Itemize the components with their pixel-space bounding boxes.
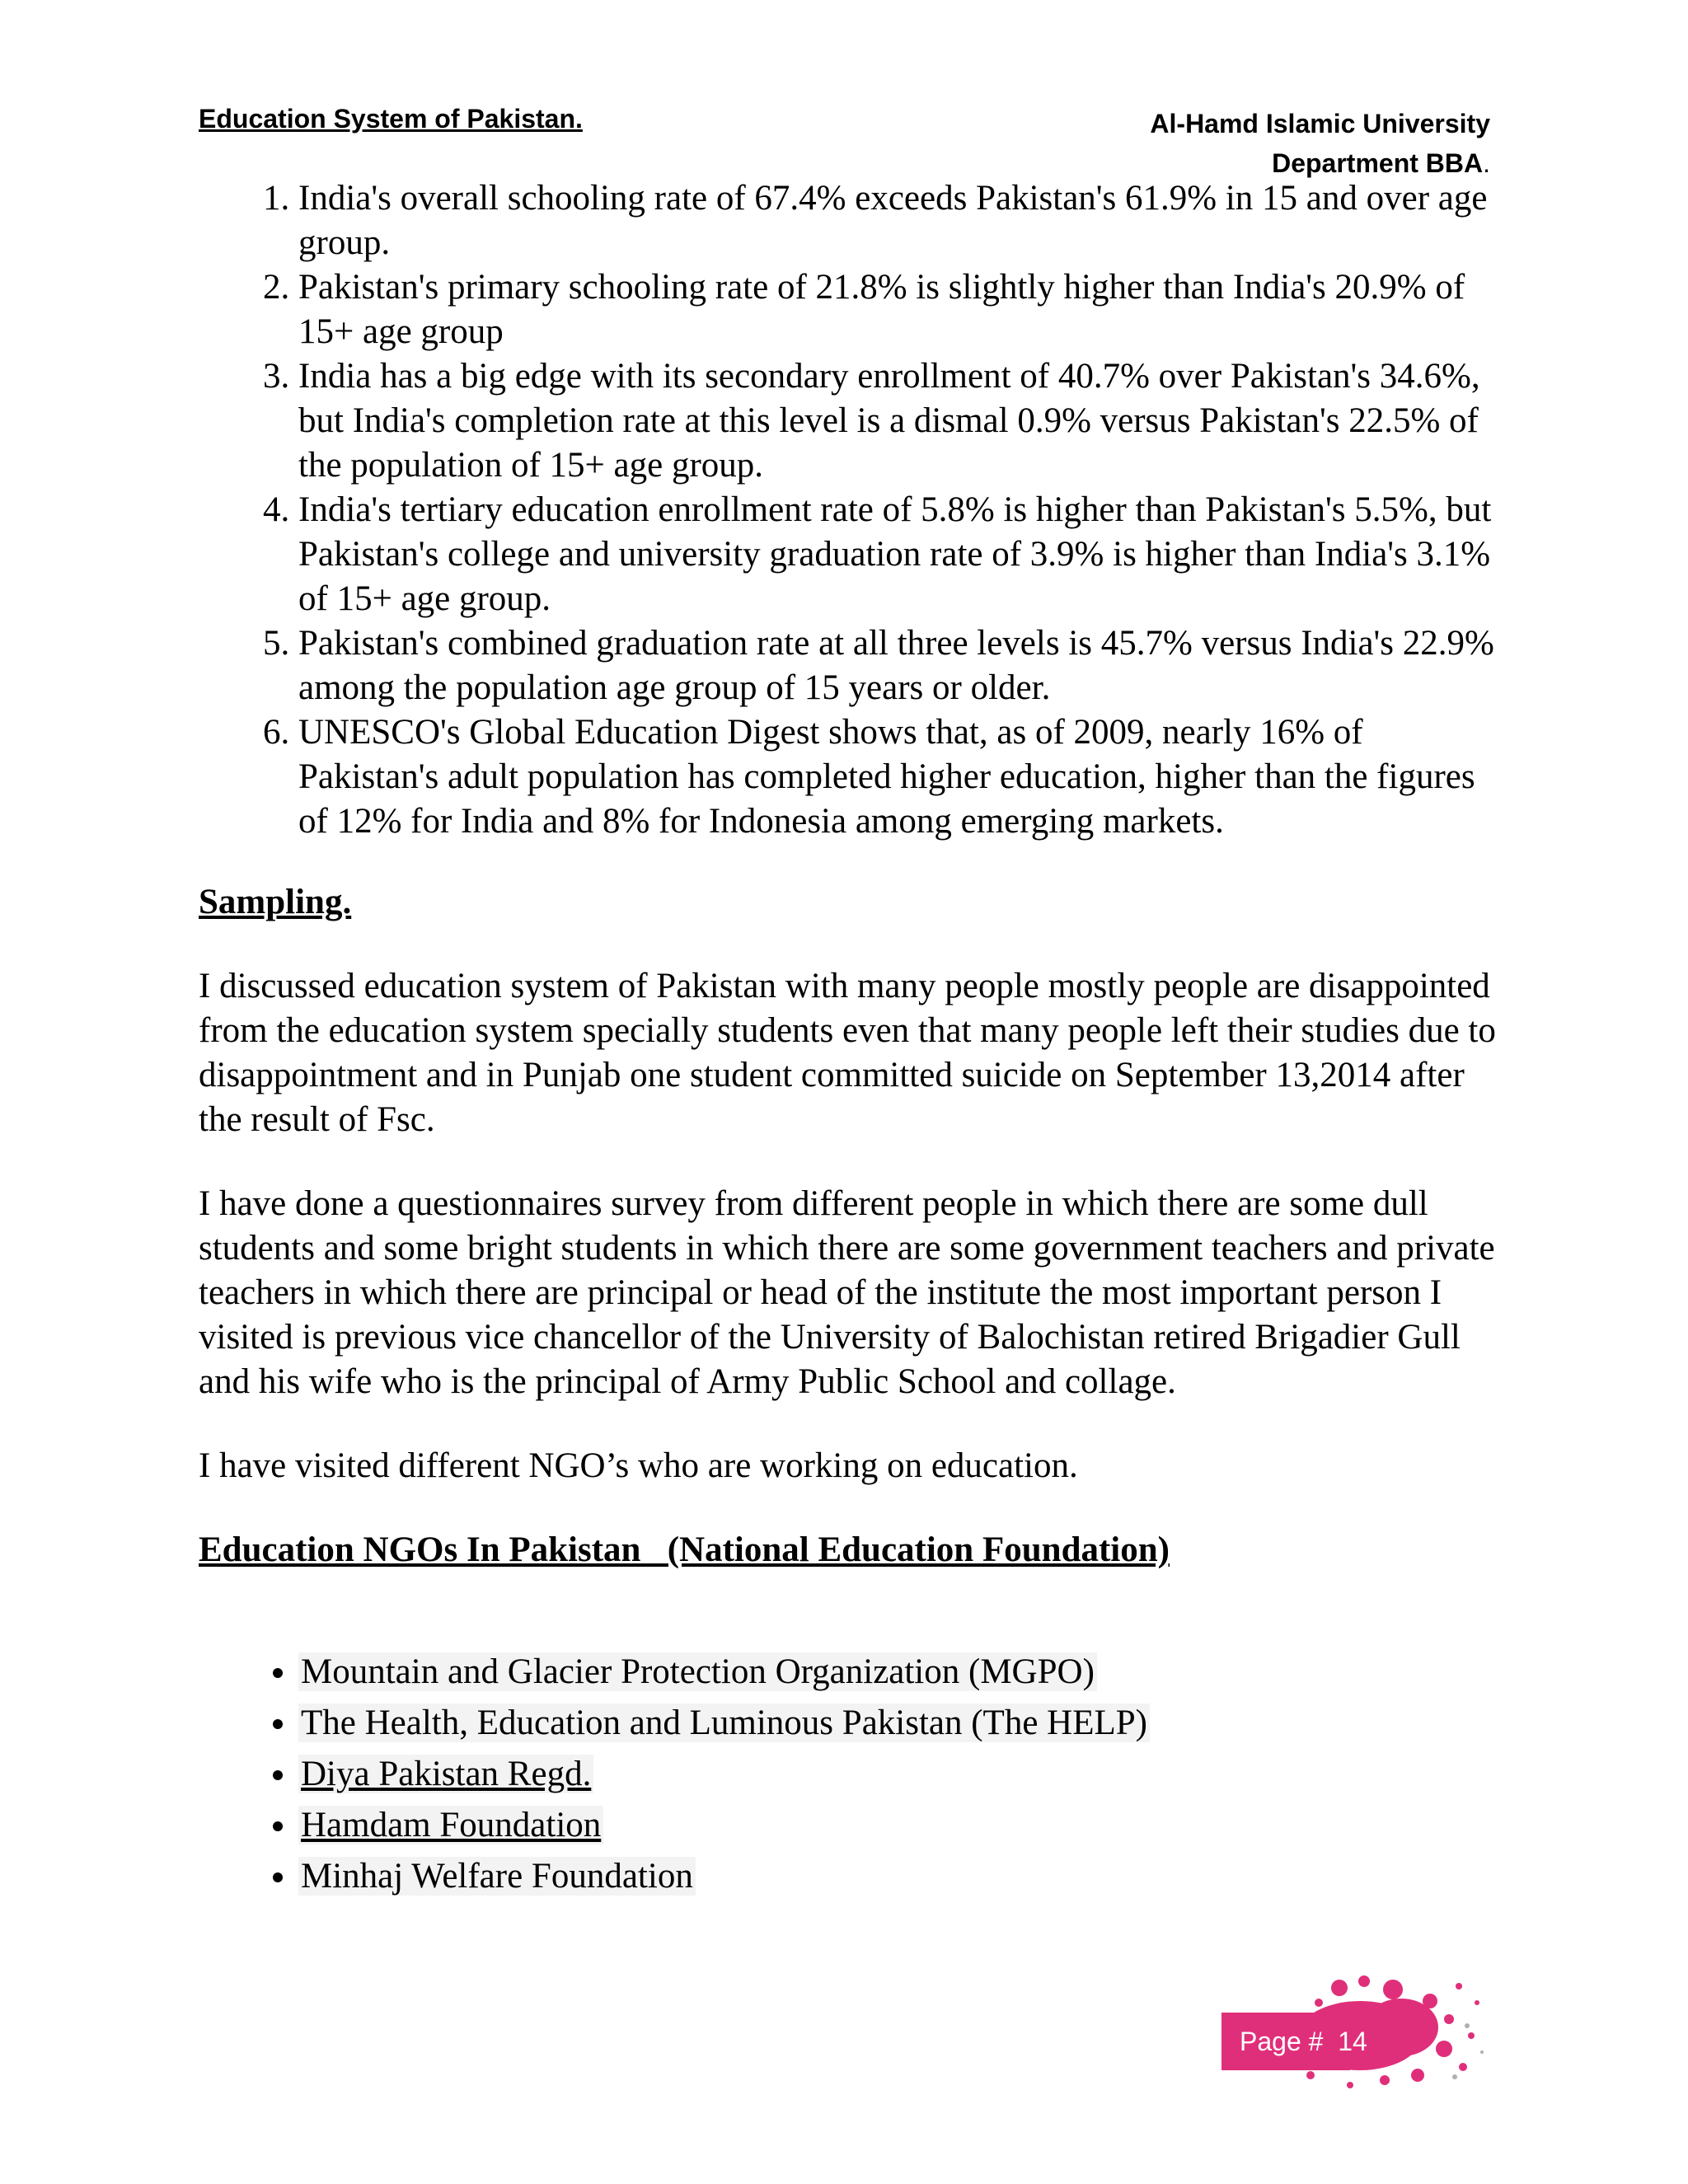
ngo-list-item[interactable] [298,1749,1501,1800]
statistics-item: 6. UNESCO's Global Education Digest shows that, as of 2009, nearly 16% of Pakistan's adult population has completed higher education, higher than the figures of 12% for India and 8% for Indonesia among emerging markets. [298,710,1501,844]
page-body [199,176,1501,1902]
ngo-name: The Health, Education and Luminous Pakistan (The HELP) [298,1704,1150,1742]
ngo-name: Mountain and Glacier Protection Organization (MGPO) [298,1652,1097,1691]
ngo-list [199,1647,1501,1902]
header-department: Department BBA [1272,148,1484,178]
ngo-list-item[interactable] [298,1800,1501,1851]
sampling-paragraph: I have visited different NGO’s who are working on education. [199,1446,1078,1485]
ngo-list-item [298,1698,1501,1749]
statistics-list [199,176,1501,844]
sampling-paragraph: I have done a questionnaires survey from different people in which there are some dull students and some bright students in which there are some government teachers and private teachers in which there are principal or head of the institute the most important person I visited is previous vice chancellor of the University of Balochistan retired Brigadier Gull and his wife who is the principal of Army Public School and collage. [199,1184,1495,1401]
sampling-heading: Sampling. [199,883,352,921]
header-university-name: Al-Hamd Islamic University [1150,109,1490,138]
page-number-badge: Page # 14 [1221,2013,1350,2070]
sampling-paragraph: I discussed education system of Pakistan with many people mostly people are disappointed from the education system specially students even that many people left their studies due to disappointment and in Punjab one student committed suicide on September 13,2014 after the result of Fsc. [199,967,1496,1139]
ngo-link-hamdam[interactable]: Hamdam Foundation [298,1806,603,1844]
header-department-period: . [1483,148,1490,178]
ngo-name: Minhaj Welfare Foundation [298,1857,696,1896]
statistics-item: 2. Pakistan's primary schooling rate of 21.8% is slightly higher than India's 20.9% of 15+ age group [298,265,1501,354]
ngo-list-item [298,1851,1501,1902]
statistics-item: 4. India's tertiary education enrollment rate of 5.8% is higher than Pakistan's 5.5%, but Pakistan's college and university graduation rate of 3.9% is higher than India's 3.1% of 15+ age group. [298,488,1501,621]
header-institution [1150,104,1490,183]
ngo-list-item [298,1647,1501,1698]
ngo-link-diya[interactable]: Diya Pakistan Regd. [298,1755,593,1793]
ngo-section-heading: Education NGOs In Pakistan (National Education Foundation) [199,1530,1170,1569]
statistics-item: 3. India has a big edge with its secondary enrollment of 40.7% over Pakistan's 34.6%, but India's completion rate at this level is a dismal 0.9% versus Pakistan's 22.5% of the population of 15+ age group. [298,354,1501,488]
statistics-item: 1. India's overall schooling rate of 67.4% exceeds Pakistan's 61.9% in 15 and over age group. [298,176,1501,265]
header-document-title: Education System of Pakistan. [199,104,583,134]
statistics-item: 5. Pakistan's combined graduation rate at all three levels is 45.7% versus India's 22.9% among the population age group of 15 years or older. [298,621,1501,710]
